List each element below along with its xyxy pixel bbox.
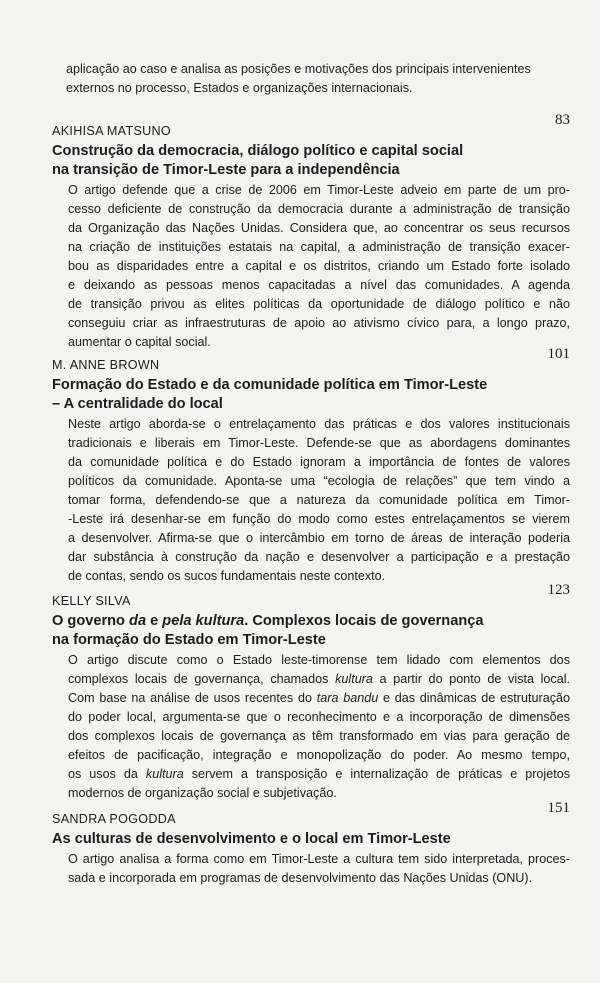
abstract-line: de contas, sendo os sucos fundamentais neste contexto.	[68, 569, 386, 583]
abstract-line: aumentar o capital social.	[68, 335, 211, 349]
intro-line: externos no processo, Estados e organizações internacionais.	[66, 81, 413, 95]
article-abstract	[68, 181, 570, 352]
abstract-line: O artigo discute como o Estado leste-timorense tem lidado com elementos dos	[68, 653, 570, 667]
title-line	[52, 612, 570, 631]
author-name: AKIHISA MATSUNO	[52, 124, 172, 138]
article-abstract	[68, 850, 570, 888]
abstract-text: servem a transposição e internalização de práticas e projetos	[183, 767, 570, 781]
abstract-line: O artigo defende que a crise de 2006 em Timor-Leste adveio em parte de um pro-	[68, 183, 570, 197]
abstract-text: os usos da	[68, 767, 146, 781]
abstract-line: Neste artigo aborda-se o entrelaçamento das práticas e dos valores institucionais	[68, 417, 570, 431]
entry-brown	[52, 346, 570, 586]
abstract-text: complexos locais de governança, chamados	[68, 672, 336, 686]
author-name: KELLY SILVA	[52, 594, 131, 608]
entry-pogodda	[52, 800, 570, 888]
title-text: e	[146, 613, 163, 629]
article-title	[52, 830, 570, 849]
abstract-line: modernos de organização social e subjetivação.	[68, 786, 337, 800]
intro-line: aplicação ao caso e analisa as posições e motivações dos principais intervenientes	[66, 62, 531, 76]
abstract-line: tomar forma, defendendo-se que a natureza da comunidade política em Timor-	[68, 493, 570, 507]
abstract-line: conseguiu criar as infraestruturas de apoio ao ativismo cívico para, a longo prazo,	[68, 316, 570, 330]
page-number: 101	[547, 346, 570, 362]
article-title	[52, 142, 570, 180]
title-line: Formação do Estado e da comunidade política em Timor-Leste	[52, 377, 488, 393]
title-line: na transição de Timor-Leste para a independência	[52, 162, 400, 178]
abstract-line: do poder local, argumenta-se que o reconhecimento e a incorporação de dimensões	[68, 710, 570, 724]
abstract-line: políticos da comunidade. Aponta-se uma “ecologia de relações” que tem vindo a	[68, 474, 570, 488]
abstract-line: tradicionais e liberais em Timor-Leste. Defende-se que as abordagens dominantes	[68, 436, 570, 450]
article-abstract	[68, 651, 570, 803]
page-number: 123	[547, 582, 570, 598]
abstract-text: Com base na análise de usos recentes do	[68, 691, 317, 705]
abstract-line	[68, 765, 570, 784]
abstract-line: bou as disparidades entre a capital e os distritos, criando um Estado forte isolado	[68, 259, 570, 273]
article-abstract	[68, 415, 570, 586]
title-line: – A centralidade do local	[52, 396, 223, 412]
abstract-emphasis: tara bandu	[316, 691, 379, 705]
abstract-emphasis: kultura	[145, 767, 184, 781]
entry-silva	[52, 582, 571, 803]
article-title	[52, 612, 570, 650]
abstract-line: sada e incorporada em programas de desenvolvimento das Nações Unidas (ONU).	[68, 871, 533, 885]
abstract-text: a partir do ponto de vista local.	[372, 672, 570, 686]
abstract-line: da comunidade política e do Estado ignoram a importância de fontes de valores	[68, 455, 570, 469]
article-title	[52, 376, 570, 414]
title-line: Construção da democracia, diálogo político e capital social	[52, 143, 464, 159]
abstract-emphasis: kultura	[335, 672, 373, 686]
abstract-line: da Organização das Nações Unidas. Considera que, ao concentrar os seus recursos	[68, 221, 570, 235]
abstract-line: na criação de instituições estatais na capital, a administração de transição exacer-	[68, 240, 570, 254]
title-text: . Complexos locais de governança	[244, 613, 484, 629]
title-line: As culturas de desenvolvimento e o local em Timor-Leste	[52, 831, 451, 847]
title-emphasis: da	[129, 613, 147, 629]
abstract-line: cesso deficiente de construção da democracia durante a administração de transição	[68, 202, 570, 216]
abstract-line: dar substância à construção da nação e desenvolver a participação e a prestação	[68, 550, 570, 564]
abstract-line: O artigo analisa a forma como em Timor-Leste a cultura tem sido interpretada, proces-	[68, 852, 570, 866]
title-emphasis: pela kultura	[162, 613, 245, 629]
page-number: 151	[547, 800, 570, 816]
abstract-line: efeitos de pacificação, integração e monopolização do poder. Ao mesmo tempo,	[68, 748, 570, 762]
author-name: M. ANNE BROWN	[52, 358, 160, 372]
title-line: na formação do Estado em Timor-Leste	[52, 632, 326, 648]
intro-paragraph	[66, 60, 566, 98]
abstract-line	[68, 689, 570, 708]
entry-matsuno	[52, 112, 570, 352]
abstract-line	[68, 670, 570, 689]
page-number: 83	[555, 112, 570, 128]
abstract-line: a desenvolver. Afirma-se que o intercâmbio em torno de áreas de interação poderia	[68, 531, 570, 545]
title-text: O governo	[52, 613, 130, 629]
author-name: SANDRA POGODDA	[52, 812, 176, 826]
abstract-text: e das dinâmicas de estruturação	[378, 691, 571, 705]
abstract-line: e deixando as pessoas menos capacitadas a nível das comunidades. A agenda	[68, 278, 570, 292]
abstract-line: -Leste irá desenhar-se em função do modo como estes entrelaçamentos se vierem	[68, 512, 570, 526]
abstract-line: de transição privou as elites políticas da oportunidade de diálogo político e não	[68, 297, 570, 311]
abstract-line: dos complexos locais de governança as têm transformado em vias para geração de	[68, 729, 570, 743]
